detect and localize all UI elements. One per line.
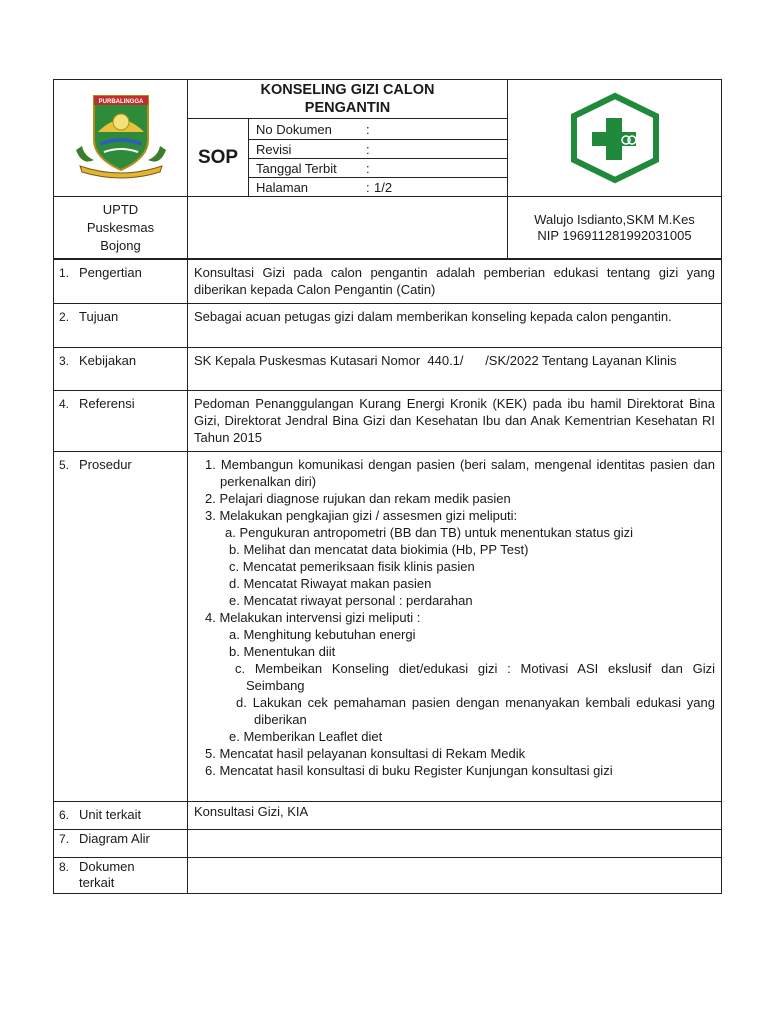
step-1: 1. Membangun komunikasi dengan pasien (beri salam, mengenal identitas pasien dan perkenalkan diri) [205,457,715,489]
meta-no-dokumen: No Dokumen : [249,119,508,140]
row-kebijakan-text: SK Kepala Puskesmas Kutasari Nomor 440.1/ /SK/2022 Tentang Layanan Klinis [188,348,722,391]
row-tujuan-text: Sebagai acuan petugas gizi dalam memberikan konseling kepada calon pengantin. [188,304,722,348]
row-prosedur-label: 5. Prosedur [54,452,188,802]
meta-revisi: Revisi : [249,140,508,159]
step-4a: a. Menghitung kebutuhan energi [229,627,416,642]
sop-label: SOP [188,119,249,197]
row-pengertian-label: 1. Pengertian [54,260,188,304]
sop-document [53,79,721,894]
signer-name: Walujo Isdianto,SKM M.Kes [534,211,695,227]
step-3e: e. Mencatat riwayat personal : perdarahan [229,593,473,608]
sop-body-table [53,259,722,894]
header-table [53,79,722,259]
title-line-1: KONSELING GIZI CALON [260,82,435,98]
purbalingga-emblem-icon [54,80,188,196]
meta-halaman: Halaman : 1/2 [249,178,508,197]
puskesmas-logo-cell [508,80,722,197]
emblem-banner-text: PURBALINGGA [98,99,144,105]
step-4e: e. Memberikan Leaflet diet [229,729,383,744]
puskesmas-logo-icon [508,80,722,196]
step-6: 6. Mencatat hasil konsultasi di buku Register Kunjungan konsultasi gizi [205,763,613,778]
regency-logo-cell [54,80,188,197]
document-title [188,80,508,119]
org-name: UPTD Puskesmas Bojong [54,197,188,259]
blank-cell [188,197,508,259]
step-3c: c. Mencatat pemeriksaan fisik klinis pasien [229,559,475,574]
step-4b: b. Menentukan diit [229,644,336,659]
step-3a: a. Pengukuran antropometri (BB dan TB) untuk menentukan status gizi [225,525,634,540]
step-3b: b. Melihat dan mencatat data biokimia (Hb, PP Test) [229,542,529,557]
meta-tanggal-terbit: Tanggal Terbit : [249,159,508,178]
row-pengertian-text: Konsultasi Gizi pada calon pengantin adalah pemberian edukasi tentang gizi yang diberikan kepada Calon Pengantin (Catin) [188,260,722,304]
row-kebijakan-label: 3. Kebijakan [54,348,188,391]
row-dokumen-terkait-label: 8. Dokumen terkait [54,858,188,894]
step-4c: c. Membeikan Konseling diet/edukasi gizi : Motivasi ASI ekslusif dan Gizi Seimbang [235,661,715,693]
row-referensi-text: Pedoman Penanggulangan Kurang Energi Kronik (KEK) pada ibu hamil Direktorat Bina Gizi, Direktorat Jendral Bina Gizi dan Kesehatan Ibu dan Anak Kementrian Kesehatan RI Tahun 2015 [188,391,722,452]
step-3: 3. Melakukan pengkajian gizi / assesmen gizi meliputi: [205,508,518,523]
row-unit-terkait-text: Konsultasi Gizi, KIA [188,802,722,830]
step-4d: d. Lakukan cek pemahaman pasien dengan menanyakan kembali edukasi yang diberikan [236,695,715,727]
prosedur-steps [188,452,722,802]
row-diagram-alir-label: 7. Diagram Alir [54,830,188,858]
signer-block [508,197,722,259]
step-2: 2. Pelajari diagnose rujukan dan rekam medik pasien [205,491,511,506]
row-referensi-label: 4. Referensi [54,391,188,452]
row-diagram-alir-text [188,830,722,858]
row-tujuan-label: 2. Tujuan [54,304,188,348]
row-unit-terkait-label: 6. Unit terkait [54,802,188,830]
title-line-2: PENGANTIN [304,100,391,116]
step-5: 5. Mencatat hasil pelayanan konsultasi di Rekam Medik [205,746,526,761]
signer-nip: NIP 196911281992031005 [537,227,692,243]
step-3d: d. Mencatat Riwayat makan pasien [229,576,432,591]
row-dokumen-terkait-text [188,858,722,894]
step-4: 4. Melakukan intervensi gizi meliputi : [205,610,421,625]
